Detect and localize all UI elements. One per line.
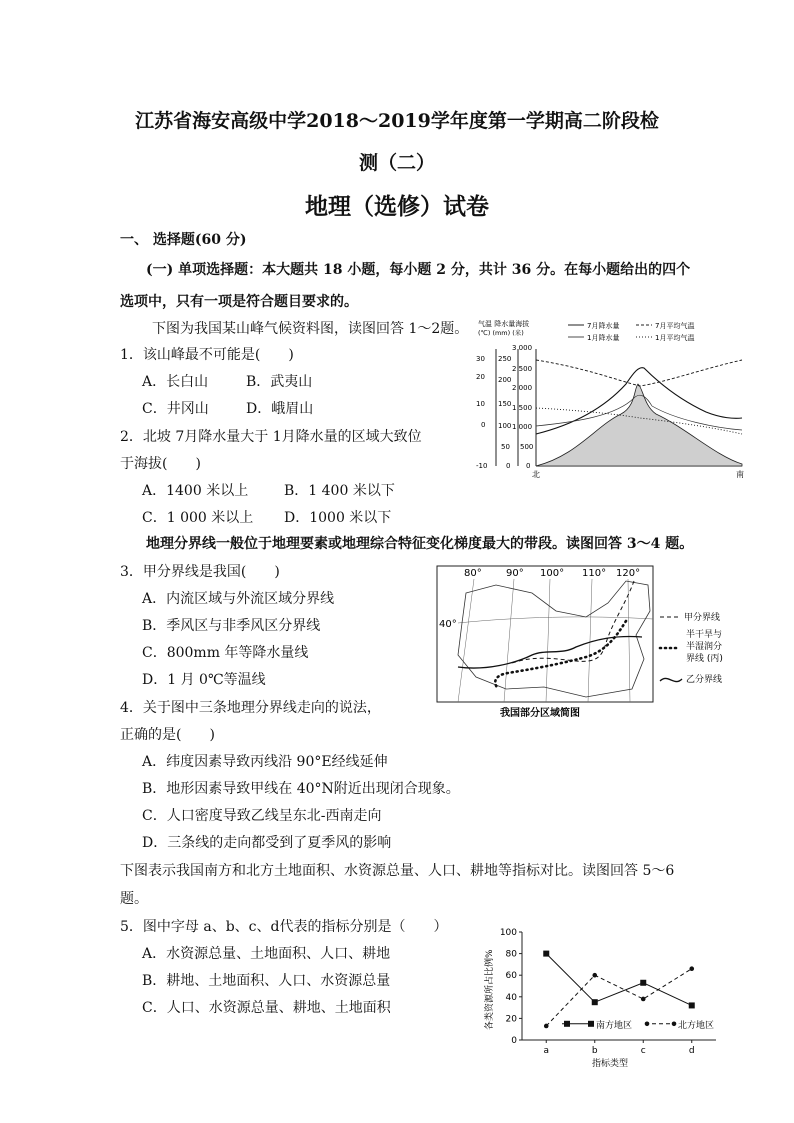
svg-text:10: 10 bbox=[476, 400, 485, 408]
svg-text:250: 250 bbox=[498, 355, 512, 363]
chart-y-label: 各类资源所占比例% bbox=[485, 949, 495, 1030]
map-lat-40: 40° bbox=[439, 619, 457, 630]
chart-y-tick-label: 0 bbox=[511, 1036, 517, 1046]
title-line1: 江苏省海安高级中学2018～2019学年度第一学期高二阶段检 bbox=[135, 110, 659, 132]
chart-x-tick-label: a bbox=[543, 1046, 550, 1056]
chart-point bbox=[640, 980, 646, 986]
mountain-climate-figure bbox=[476, 316, 746, 481]
chart-legend-north-label: 北方地区 bbox=[678, 1020, 715, 1031]
q2-option-c: C．1 000 米以上 bbox=[142, 510, 254, 526]
chart-x-tick-label: c bbox=[640, 1046, 646, 1056]
fig1-legend-jul-temp: 7月平均气温 bbox=[655, 322, 695, 330]
svg-text:100: 100 bbox=[498, 422, 512, 430]
q4-stem-1: 4．关于图中三条地理分界线走向的说法， bbox=[120, 700, 381, 716]
section-heading: 一、 选择题(60 分) bbox=[120, 232, 247, 248]
chart-x-label: 指标类型 bbox=[592, 1059, 629, 1069]
fig1-column-header: 气温 降水量海拔 bbox=[478, 320, 530, 328]
chart-y-tick-label: 60 bbox=[505, 971, 517, 982]
q1-option-b: B．武夷山 bbox=[246, 374, 313, 390]
map-lon-90: 90° bbox=[506, 568, 524, 579]
map-lon-80: 80° bbox=[464, 568, 482, 579]
chart-point bbox=[544, 1024, 549, 1029]
exam-subtitle: 地理（选修）试卷 bbox=[305, 193, 489, 220]
jul-temp-line bbox=[536, 360, 742, 386]
q2-option-b: B．1 400 米以下 bbox=[284, 483, 395, 499]
q4-option-c: C．人口密度导致乙线呈东北-西南走向 bbox=[142, 808, 382, 824]
legend-bing-line3: 界线 (丙) bbox=[686, 654, 723, 664]
chart-series-line bbox=[546, 954, 692, 1006]
title-line2: 测（二） bbox=[358, 152, 435, 174]
fig1-units: (℃) (mm) (米) bbox=[478, 329, 524, 337]
q1-option-c: C．井冈山 bbox=[142, 401, 209, 417]
svg-text:2 500: 2 500 bbox=[512, 365, 533, 373]
svg-text:150: 150 bbox=[498, 400, 512, 408]
fig1-legend-jan-temp: 1月平均气温 bbox=[655, 334, 695, 342]
chart-point bbox=[592, 973, 597, 978]
mountain-profile bbox=[536, 384, 742, 466]
q3-option-c: C．800mm 年等降水量线 bbox=[142, 645, 309, 661]
svg-text:0: 0 bbox=[526, 462, 531, 470]
q4-option-a: A．纬度因素导致丙线沿 90°E经线延伸 bbox=[142, 754, 388, 770]
chart-point bbox=[689, 966, 694, 971]
chart-y-tick-label: 20 bbox=[505, 1014, 517, 1025]
chart-point bbox=[689, 1002, 695, 1008]
fig1-x-south: 南 bbox=[736, 470, 744, 479]
q2-option-d: D．1000 米以下 bbox=[284, 510, 392, 526]
q5-option-c: C．人口、水资源总量、耕地、土地面积 bbox=[142, 1000, 391, 1016]
svg-text:200: 200 bbox=[498, 376, 512, 384]
chart-y-tick-label: 100 bbox=[499, 928, 517, 938]
resource-ratio-chart bbox=[480, 922, 730, 1070]
svg-text:20: 20 bbox=[476, 373, 485, 381]
instruction-line1: (一) 单项选择题：本大题共 18 小题，每小题 2 分，共计 36 分。在每小题给出的四个 bbox=[146, 262, 691, 278]
q1-stem: 1．该山峰最不可能是( ) bbox=[120, 347, 294, 363]
svg-text:0: 0 bbox=[506, 462, 511, 470]
map-lon-110: 110° bbox=[582, 568, 607, 579]
svg-text:1 000: 1 000 bbox=[512, 423, 533, 431]
chart-point bbox=[543, 951, 549, 957]
q4-stem-2: 正确的是( ) bbox=[120, 727, 215, 743]
group3-intro-line2: 题。 bbox=[120, 891, 148, 907]
legend-yi-label: 乙分界线 bbox=[686, 675, 723, 685]
q1-option-d: D．峨眉山 bbox=[246, 401, 314, 417]
chart-legend-south-label: 南方地区 bbox=[596, 1020, 633, 1031]
legend-jia-label: 甲分界线 bbox=[684, 613, 721, 623]
fig1-legend-jul-precip: 7月降水量 bbox=[587, 322, 620, 330]
instruction-line2: 选项中，只有一项是符合题目要求的。 bbox=[120, 294, 358, 310]
svg-text:50: 50 bbox=[501, 443, 510, 451]
svg-text:30: 30 bbox=[476, 355, 485, 363]
svg-text:-10: -10 bbox=[476, 462, 488, 470]
svg-text:1 500: 1 500 bbox=[512, 404, 533, 412]
q2-stem-2: 于海拔( ) bbox=[120, 456, 201, 472]
chart-series-line bbox=[546, 969, 692, 1026]
q4-option-d: D．三条线的走向都受到了夏季风的影响 bbox=[142, 835, 392, 851]
q5-option-a: A．水资源总量、土地面积、人口、耕地 bbox=[142, 946, 391, 962]
chart-x-tick-label: b bbox=[591, 1046, 598, 1056]
map-caption: 我国部分区域简图 bbox=[500, 708, 580, 719]
q3-option-d: D．1 月 0℃等温线 bbox=[142, 672, 266, 688]
svg-text:500: 500 bbox=[520, 443, 534, 451]
chart-legend-south bbox=[562, 1019, 632, 1031]
china-region-map-figure bbox=[436, 563, 746, 723]
group1-intro: 下图为我国某山峰气候资料图，读图回答 1～2题。 bbox=[152, 321, 469, 337]
q3-stem: 3．甲分界线是我国( ) bbox=[120, 564, 280, 580]
svg-text:0: 0 bbox=[481, 421, 486, 429]
chart-y-tick-label: 80 bbox=[505, 949, 517, 960]
chart-point bbox=[641, 997, 646, 1002]
svg-text:3 000: 3 000 bbox=[512, 344, 533, 352]
legend-bing-line1: 半干旱与 bbox=[686, 630, 723, 640]
legend-bing-line2: 半湿润分 bbox=[686, 642, 723, 652]
map-lon-120: 120° bbox=[616, 568, 641, 579]
chart-y-tick-label: 40 bbox=[505, 992, 517, 1003]
q4-option-b: B．地形因素导致甲线在 40°N附近出现闭合现象。 bbox=[142, 781, 460, 797]
fig1-x-north: 北 bbox=[532, 470, 540, 479]
q1-option-a: A．长白山 bbox=[142, 374, 209, 390]
q3-option-b: B．季风区与非季风区分界线 bbox=[142, 618, 321, 634]
q2-option-a: A．1400 米以上 bbox=[142, 483, 249, 499]
fig1-legend-jan-precip: 1月降水量 bbox=[587, 334, 620, 342]
map-frame bbox=[437, 566, 653, 702]
group3-intro-line1: 下图表示我国南方和北方土地面积、水资源总量、人口、耕地等指标对比。读图回答 5～6 bbox=[120, 863, 675, 879]
chart-legend-north bbox=[645, 1019, 714, 1031]
q2-stem-1: 2．北坡 7月降水量大于 1月降水量的区域大致位 bbox=[120, 429, 422, 445]
group2-intro: 地理分界线一般位于地理要素或地理综合特征变化梯度最大的带段。读图回答 3～4 题。 bbox=[146, 536, 694, 552]
q5-option-b: B．耕地、土地面积、人口、水资源总量 bbox=[142, 973, 391, 989]
q3-option-a: A．内流区域与外流区域分界线 bbox=[142, 591, 335, 607]
chart-x-tick-label: d bbox=[688, 1046, 695, 1056]
q5-stem: 5．图中字母 a、b、c、d代表的指标分别是（ ） bbox=[120, 919, 448, 935]
chart-point bbox=[592, 999, 598, 1005]
map-lon-100: 100° bbox=[540, 568, 565, 579]
svg-text:2 000: 2 000 bbox=[512, 384, 533, 392]
